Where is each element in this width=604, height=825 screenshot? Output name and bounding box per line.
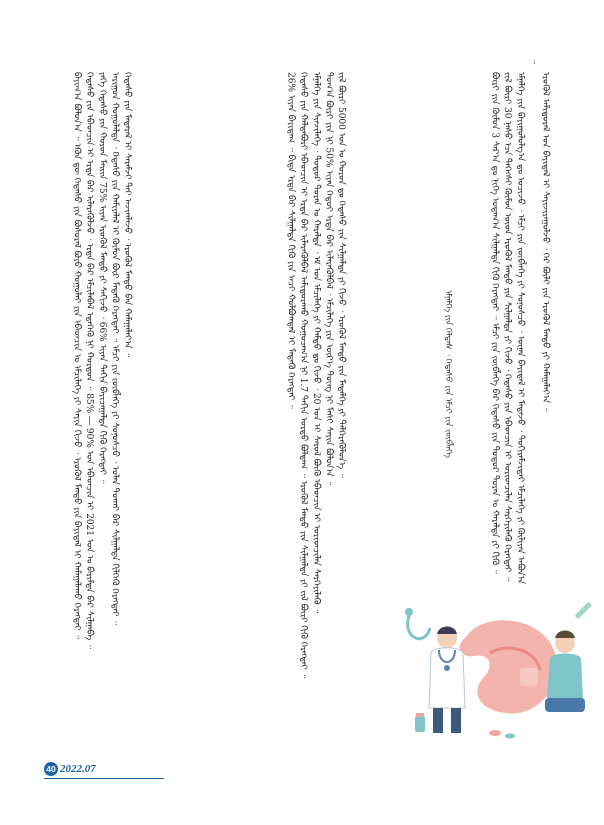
syringe: [575, 602, 593, 620]
puzzle-piece: [520, 668, 538, 686]
paragraph: ᠡᠮᠨᠡᠯᠭᠡ ᠶᠢᠨ ᠰᠢᠨᠵᠢᠯᠡᠭᠡ ᠂ ᠳᠣᠲᠣᠷ ᠳᠤᠷᠠᠨ ᠤ ᠬᠠᠷᠠᠯᠲᠠ ᠂ ᠡᠮ ᠤᠨ ᠡᠮᠴᠢᠯᠡᠭᠡ ᠶᠢ ᠬᠠᠮᠲᠤ ᠳᠤ ᠬᠢᠵᠦ ᠂ 20 ᠣᠨ ᠢ ᠰᠠᠷᠤᠯ ᠪᠦᠬᠦ ᠡᠪᠡᠳᠴᠢᠨ ᠢ ᠤᠷᠢᠳᠴᠢᠯᠠᠨ ᠰᠡᠷᠭᠡᠶᠢᠯᠡᠬᠦ ᠃: [310, 72, 321, 614]
doctor-coat: [429, 648, 465, 708]
patient-body: [547, 654, 583, 699]
issue-label: 2022.07: [60, 763, 96, 775]
text-column-3: [488, 58, 588, 588]
medicine-bottle: [415, 716, 425, 732]
paragraph: ᠭᠡᠳᠡᠰᠦ ᠶᠢᠨ ᠮᠡᠳᠡᠷᠡᠯ ᠢ ᠰᠡᠷᠡᠮᠵᠢ ᠲᠠᠢ ᠠᠵᠢᠭᠯᠠᠵᠤ ᠂ ᠡᠷᠦᠬᠦᠯ ᠮᠡᠨᠳᠦ ᠪᠡᠨ ᠬᠠᠮᠠᠭᠠᠯᠠᠶ᠎ᠠ ᠃: [121, 72, 132, 358]
paragraph: ᠡᠷᠦᠬᠦᠯ ᠠᠮᠢᠳᠤᠷᠠᠯ ᠤᠨ ᠪᠠᠶᠢᠳᠠᠯ ᠢ ᠰᠠᠶᠢᠵᠢᠷᠠᠭᠤᠯᠵᠤ ᠂ ᠭᠡᠷ ᠪᠦᠯᠢ ᠶᠢᠨ ᠡᠷᠦᠬᠦᠯ ᠮᠡᠨᠳᠦ ᠶᠢ ᠬᠠᠮᠠᠭᠠᠯᠠᠶ᠎ᠠ ᠃: [539, 72, 550, 412]
paragraph: ᠡᠮᠨᠡᠯᠭᠡ ᠶᠢᠨ ᠪᠠᠶᠢᠭᠤᠯᠤᠯᠭ᠎ᠠ ᠳᠤ ᠣᠴᠢᠵᠤ ᠂ ᠡᠮᠴᠢ ᠶᠢᠨ ᠵᠥᠪᠯᠡᠭᠡ ᠶᠢ ᠰᠣᠨᠣᠰᠴᠤ ᠂ ᠦᠨᠡᠨ ᠪᠠᠶᠢᠳᠠᠯ ᠢ ᠮᠡᠳᠡᠵᠦ ᠂ ᠲᠣᠬᠢᠷᠠᠮᠵᠢᠲᠠᠢ ᠡᠮᠴᠢᠯᠡᠭᠡ ᠶᠢ ᠬᠦᠯᠢᠶᠡᠨ ᠠᠪᠤᠨ᠎ᠠ ᠃: [514, 58, 538, 584]
paragraph: ᠵᠢᠯ ᠪᠦᠷᠢ 30 ᠨᠠᠰᠤ ᠡᠴᠡ ᠳᠡᠭᠡᠭᠰᠢ ᠬᠦᠮᠦᠨ ᠦᠳ ᠡᠷᠦᠬᠦᠯ ᠮᠡᠨᠳᠦ ᠶᠢᠨ ᠰᠢᠯᠭᠠᠯᠲᠠ ᠶᠢ ᠬᠢᠵᠦ ᠂ ᠭᠡᠳᠡᠰᠦ ᠶᠢᠨ ᠡᠪᠡᠳᠴᠢᠨ ᠢ ᠤᠷᠢᠳᠴᠢᠯᠠᠨ ᠰᠡᠷᠭᠡᠶᠢᠯᠡᠬᠦ ᠬᠡᠷᠡᠭᠲᠡᠢ ᠃: [502, 72, 513, 581]
section-subtitle: [442, 290, 480, 460]
footer-divider: [44, 778, 164, 779]
paragraph: ᠶᠡᠬᠡ ᠭᠡᠳᠡᠰᠦ ᠶᠢᠨ ᠬᠣᠷᠣᠨ ᠮᠡᠢᠢᠨ 75% ᠢᠶᠡᠨ ᠡᠷᠦᠬᠦᠯ ᠮᠡᠨᠳᠦ ᠶᠢ ᠰᠠᠬᠢᠵᠤ ᠂ 66% ᠢᠶᠡᠨ ᠳᠠᠬᠢᠨ ᠪᠠᠶᠢᠴᠠᠭᠠᠯᠲᠠ ᠬᠢᠬᠦ ᠬᠡᠷᠡᠭᠲᠡᠢ ᠃: [96, 72, 107, 484]
page-number-badge: 40: [44, 762, 58, 776]
stomach-shape: [460, 620, 557, 713]
paragraph: ᠭᠡᠳᠡᠰᠦ ᠶᠢᠨ ᠡᠪᠡᠳᠴᠢᠨ ᠢ ᠡᠷᠲᠡ ᠪᠡᠷ ᠢᠯᠡᠷᠡᠭᠦᠯᠵᠦ ᠂ ᠡᠷᠲᠡ ᠪᠡᠷ ᠡᠮᠴᠢᠯᠡᠪᠡᠯ ᠡᠳᠡᠭᠡᠬᠦ ᠨᠢ ᠬᠤᠷᠳᠤᠨ ᠃ 85% ― 90% ᠤᠨ ᠡᠪᠡᠳᠴᠢᠨ ᠢ 2021 ᠣᠨ ᠤ ᠪᠠᠷᠢᠮᠲᠠ ᠪᠡᠷ ᠰᠢᠯᠭᠠᠪᠠ ᠃: [84, 72, 95, 650]
pill: [489, 730, 501, 736]
doctor-patient-stomach-image: [395, 598, 595, 748]
medical-illustration: [395, 598, 595, 748]
subtitle-text: ᠡᠮᠨᠡᠯᠭᠡ ᠶᠢᠨ ᠬᠡᠯᠲᠡᠰ ᠂ ᠭᠡᠳᠡᠰᠦ ᠶᠢᠨ ᠡᠮᠴᠢ ᠶᠢᠨ ᠵᠥᠪᠯᠡᠭᠡ: [443, 290, 453, 458]
paragraph: ᠪᠦᠷᠢ ᠶᠢᠨ ᠬᠦᠮᠦᠨ 3 ᠰᠠᠷ᠎ᠠ ᠳᠤ ᠨᠢᠭᠡ ᠤᠳᠠᠭ᠎ᠠ ᠰᠢᠯᠭᠠᠯᠲᠠ ᠬᠢᠬᠦ ᠬᠡᠷᠡᠭᠲᠡᠢ ᠃ ᠡᠮᠴᠢ ᠶᠢᠨ ᠵᠥᠪᠯᠡᠭᠡ ᠪᠡᠷ ᠭᠡᠳᠡᠰᠦ ᠶᠢᠨ ᠳᠣᠲᠣᠷ ᠳᠤᠷᠠᠨ ᠤ ᠬᠠᠷᠠᠯᠲᠠ ᠶᠢ ᠬᠢᠬᠦ ᠃: [489, 72, 500, 574]
page-footer: [44, 760, 96, 778]
paragraph: ᠵᠢᠯ ᠪᠦᠷᠢ 5000 ᠣᠨ ᠤ ᠬᠣᠷᠣᠨ ᠳᠤ ᠭᠡᠳᠡᠰᠦ ᠶᠢᠨ ᠰᠢᠯᠭᠠᠯᠲᠠ ᠶᠢ ᠬᠢᠵᠦ ᠂ ᠡᠷᠦᠬᠦᠯ ᠮᠡᠨᠳᠦ ᠶᠢᠨ ᠮᠡᠳᠡᠯᠭᠡ ᠶᠢ ᠳᠡᠯᠭᠡᠷᠡᠭᠦᠯᠦᠨ᠎ᠡ ᠃: [335, 72, 346, 478]
text-column-1: [70, 58, 278, 748]
paragraph: ᠲᠣᠭ᠎ᠠ ᠪᠦᠷᠢ ᠶᠢᠨ ᠨᠢ 50% ᠢᠶᠡᠨ ᠬᠡᠳᠦᠢ ᠡᠷᠲᠡ ᠪᠡᠷ ᠢᠯᠡᠷᠡᠭᠦᠯᠪᠡᠯ ᠂ ᠡᠮᠴᠢᠯᠡᠭᠡ ᠶᠢᠨ ᠦᠷ᠎ᠡ ᠳᠦᠩ ᠨᠢ ᠮᠠᠰᠢ ᠰᠠᠶᠢᠨ ᠪᠣᠯᠤᠨ᠎ᠠ ᠃: [323, 72, 334, 486]
paragraph: ᠪᠠᠶᠢᠭ᠎ᠠ ᠪᠣᠯᠤᠨ᠎ᠠ ᠃ ᠡᠭᠦᠨ ᠳᠦ ᠭᠡᠳᠡᠰᠦ ᠶᠢᠨ ᠪᠣᠰᠤᠷᠠᠯ ᠪᠤᠶᠤ ᠬᠣᠭᠣᠯᠠᠢ ᠶᠢᠨ ᠡᠪᠡᠳᠴᠢᠨ ᠤ ᠡᠮᠴᠢᠯᠡᠭᠡ ᠶᠢ ᠰᠠᠶᠢᠨ ᠬᠢᠵᠦ ᠂ ᠡᠷᠦᠬᠦᠯ ᠮᠡᠨᠳᠦ ᠶᠢᠨ ᠪᠠᠶᠢᠳᠠᠯ ᠢ ᠬᠠᠮᠠᠭᠠᠯᠠᠬᠤ ᠬᠡᠷᠡᠭᠲᠡᠢ ᠃: [71, 72, 82, 640]
paragraph: 26% ᠢᠶᠡᠨ ᠪᠠᠶᠢᠳᠠᠭ ᠃ ᠪᠢᠳᠡ ᠡᠷᠲᠡ ᠪᠡᠷ ᠰᠢᠯᠭᠠᠯᠲᠠ ᠬᠢᠬᠦ ᠶᠢᠨ ᠠᠴᠢ ᠬᠣᠯᠪᠣᠭᠳᠠᠯ ᠢ ᠮᠡᠳᠡᠬᠦ ᠬᠡᠷᠡᠭᠲᠡᠢ ᠃: [285, 72, 296, 409]
paragraph: ᠭᠡᠳᠡᠰᠦ ᠶᠢᠨ ᠬᠠᠯᠳᠠᠪᠤᠷᠢ ᠡᠪᠡᠳᠴᠢᠨ ᠢ ᠡᠷᠲᠡ ᠪᠡᠷ ᠢᠯᠡᠷᠡᠭᠦᠯᠪᠡᠯ ᠠᠮᠢᠳᠤᠷᠠᠬᠤ ᠬᠤᠭᠤᠴᠠᠭ᠎ᠠ ᠨᠢ 1.7 ᠳᠠᠬᠢᠨ ᠤᠷᠲᠤ ᠪᠣᠯᠳᠠᠭ ᠃ ᠡᠷᠦᠬᠦᠯ ᠮᠡᠨᠳᠦ ᠶᠢᠨ ᠰᠢᠯᠭᠠᠯᠲᠠ ᠶᠢ ᠵᠢᠯ ᠪᠦᠷᠢ ᠬᠢᠬᠦ ᠬᠡᠷᠡᠭᠲᠡᠢ ᠃: [298, 72, 309, 679]
paragraph: ᠠᠷᠢᠭᠤᠨ ᠬᠣᠭᠣᠯᠠᠯᠲᠠ ᠂ ᠭᠡᠳᠡᠰᠦ ᠶᠢᠨ ᠬᠠᠮᠢᠶᠠᠯᠠᠯ ᠢ ᠬᠦᠮᠦᠨ ᠪᠦᠷ ᠮᠡᠳᠡᠬᠦ ᠬᠡᠷᠡᠭᠲᠡᠢ ᠃ ᠡᠮᠴᠢ ᠶᠢᠨ ᠵᠥᠪᠯᠡᠭᠡ ᠶᠢ ᠰᠣᠨᠣᠰᠴᠤ ᠂ ᠣᠯᠠᠨ ᠲᠤᠬᠠᠢ ᠪᠡᠷ ᠰᠢᠯᠭᠠᠯᠲᠠ ᠬᠢᠯᠭᠡᠬᠦ ᠬᠡᠷᠡᠭᠲᠡᠢ ᠃: [109, 72, 120, 625]
